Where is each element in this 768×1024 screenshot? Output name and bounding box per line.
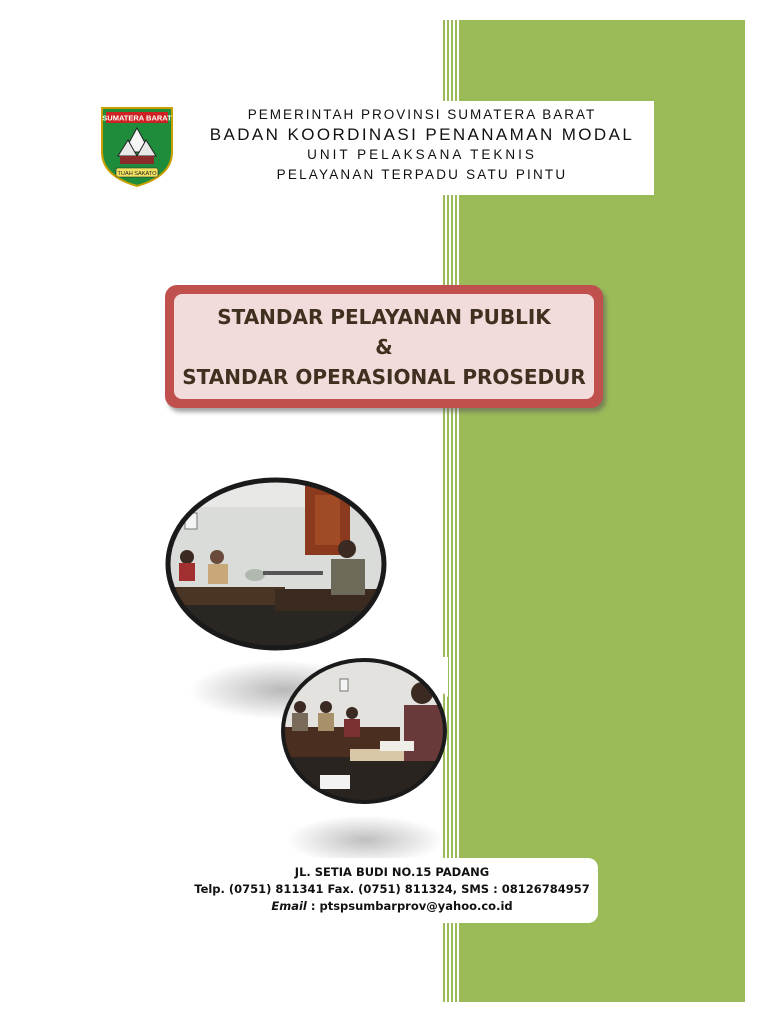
email-line (186, 898, 598, 915)
email-value: : ptspsumbarprov@yahoo.co.id (306, 899, 513, 913)
phone-line: Telp. (0751) 811341 Fax. (0751) 811324, SMS : 08126784957 (194, 882, 590, 896)
government-line: PEMERINTAH PROVINSI SUMATERA BARAT (247, 107, 597, 122)
service-line: PELAYANAN TERPADU SATU PINTU (276, 167, 568, 182)
header-block (190, 101, 654, 195)
meeting-photo-2 (280, 657, 448, 805)
title-line-3: STANDAR OPERASIONAL PROSEDUR (182, 364, 586, 389)
address-line: JL. SETIA BUDI NO.15 PADANG (294, 865, 490, 879)
title-line-2: & (375, 334, 393, 359)
meeting-photo-1 (165, 477, 387, 651)
contact-footer (186, 858, 598, 923)
title-line-1: STANDAR PELAYANAN PUBLIK (217, 304, 551, 329)
title-box (165, 285, 603, 408)
email-label: Email (271, 899, 307, 913)
unit-line: UNIT PELAKSANA TEKNIS (307, 147, 537, 162)
agency-name: BADAN KOORDINASI PENANAMAN MODAL (209, 125, 635, 144)
sumatera-barat-logo (100, 106, 174, 188)
svg-text:SUMATERA BARAT: SUMATERA BARAT (102, 113, 172, 123)
svg-text:TUAH SAKATO: TUAH SAKATO (117, 171, 157, 177)
